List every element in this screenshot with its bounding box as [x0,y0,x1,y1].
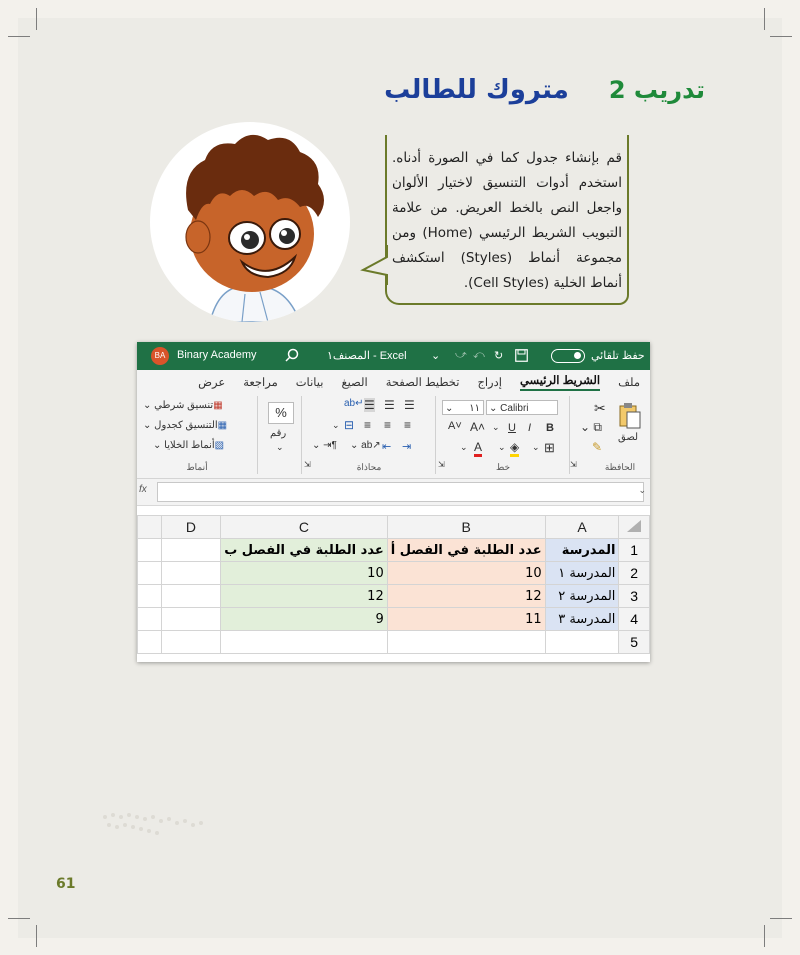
tab-formulas[interactable]: الصيغ [341,377,368,389]
instruction-text: قم بإنشاء جدول كما في الصورة أدناه. استخدم أدوات التنسيق لاختيار الألوان واجعل النص بالخط العريض. من علامة التبويب الشريط الرئيسي (Home) ومن مجموعة أنماط (Styles) استكشف أنماط الخلية (Cell Styles). [392,150,623,291]
crop-mark [8,918,30,919]
cell-b2[interactable]: 10 [387,562,545,585]
crop-mark [36,8,37,30]
row-header-5[interactable]: 5 [619,631,650,654]
tab-home[interactable]: الشريط الرئيسي [520,373,600,391]
clipboard-launcher-icon[interactable]: ⇲ [570,460,577,469]
row-header-2[interactable]: 2 [619,562,650,585]
number-group [257,396,302,474]
cell-c4[interactable]: 9 [221,608,388,631]
cell-b4[interactable]: 11 [387,608,545,631]
cell-a2[interactable]: المدرسة ١ [545,562,619,585]
number-dropdown[interactable]: ⌄ [276,442,284,452]
fx-icon[interactable]: fx [139,484,147,495]
table-row [138,539,650,562]
copy-icon[interactable]: ⌄ ⧉ [580,420,602,434]
underline-dropdown[interactable]: ⌄ [492,422,500,432]
cell-b3[interactable]: 12 [387,585,545,608]
crop-mark [36,925,37,947]
tab-page-layout[interactable]: تخطيط الصفحة [385,377,460,389]
format-as-table-button[interactable]: ▦التنسيق كجدول ⌄ [143,420,228,431]
row-header-4[interactable]: 4 [619,608,650,631]
merge-dropdown[interactable]: ⌄ [332,420,340,430]
cell-c5[interactable] [221,631,388,654]
tab-view[interactable]: عرض [198,377,226,389]
autosave-label: حفظ تلقائي [591,350,645,362]
styles-group [137,396,257,474]
save-icon[interactable] [515,349,528,362]
underline-button[interactable]: U [508,422,516,434]
number-label: رقم [270,428,287,439]
cell-styles-button[interactable]: ▧أنماط الخلايا ⌄ [153,440,225,451]
italic-button[interactable]: I [528,422,532,434]
row-header-1[interactable]: 1 [619,539,650,562]
cut-icon[interactable]: ✂ [594,400,606,416]
cell-c2[interactable]: 10 [221,562,388,585]
excel-window [137,342,650,662]
user-name: Binary Academy [177,349,257,361]
cell-b5[interactable] [387,631,545,654]
cell-c3[interactable]: 12 [221,585,388,608]
excel-title-bar [137,342,650,370]
font-name-dropdown[interactable]: ⌄ Calibri [486,400,558,415]
table-row [138,631,650,654]
crop-mark [8,36,30,37]
column-header-b[interactable]: B [387,516,545,539]
conditional-formatting-button[interactable]: ▦تنسيق شرطي ⌄ [143,400,223,411]
table-row [138,608,650,631]
font-size-dropdown[interactable]: ⌄ ١١ [442,400,484,415]
align-middle-icon[interactable]: ☰ [384,398,395,412]
tab-review[interactable]: مراجعة [243,377,278,389]
cell-a4[interactable]: المدرسة ٣ [545,608,619,631]
bold-button[interactable]: B [546,422,554,434]
paste-label[interactable]: لصق [618,432,639,443]
page-number: 61 [56,876,76,892]
crop-mark [764,925,765,947]
clipboard-group [569,396,650,474]
font-group-label: خط [495,462,511,472]
crop-mark [770,918,792,919]
ribbon-tabs [137,370,650,394]
tab-insert[interactable]: إدراج [477,377,502,389]
font-color-dropdown[interactable]: ⌄ [460,442,468,452]
alignment-launcher-icon[interactable]: ⇲ [304,460,311,469]
cell-d1[interactable] [161,539,221,562]
align-bottom-icon[interactable]: ☰ [364,398,375,412]
font-group [435,396,570,474]
cell-a1[interactable]: المدرسة [545,539,619,562]
text-direction-icon[interactable]: ⌄ ⇥¶ [312,440,337,451]
crop-mark [764,8,765,30]
exercise-subtitle: متروك للطالب [384,75,569,105]
cell-c1[interactable]: عدد الطلبة في الفصل ب [221,539,388,562]
file-title: المصنف١ - Excel [327,350,407,362]
autosave-toggle[interactable] [551,349,585,363]
spreadsheet-grid [137,515,650,654]
table-row [138,562,650,585]
align-right-icon[interactable]: ≡ [404,418,412,432]
alignment-group [301,396,436,474]
decrease-indent-icon[interactable]: ⇤ [382,441,392,453]
borders-icon[interactable]: ⊞ [544,440,555,455]
column-header-c[interactable]: C [221,516,388,539]
empty-header-cell [138,516,162,539]
decrease-font-size-button[interactable]: A˅ [448,420,462,432]
formula-input[interactable] [157,482,644,502]
user-avatar[interactable]: BA [151,347,169,365]
expand-formula-bar-icon[interactable]: ⌄ [638,485,646,495]
cartoon-student-illustration [150,122,350,322]
tab-file[interactable]: ملف [618,377,640,389]
table-row [138,585,650,608]
cell-d4[interactable] [161,608,221,631]
column-header-d[interactable]: D [161,516,221,539]
orientation-icon[interactable]: ⌄ ab↗ [350,440,381,451]
column-header-row [138,516,650,539]
align-top-icon[interactable]: ☰ [404,398,415,412]
number-format-percent-button[interactable]: % [268,402,294,424]
align-center-icon[interactable]: ≡ [384,418,392,432]
undo-icon[interactable]: ⤺ [473,349,485,361]
styles-group-label: أنماط [186,462,208,472]
cell-d5[interactable] [161,631,221,654]
cell-a3[interactable]: المدرسة ٢ [545,585,619,608]
cell-a5[interactable] [545,631,619,654]
select-all-corner[interactable] [619,516,650,539]
fill-color-dropdown[interactable]: ⌄ [498,442,506,452]
redo-icon[interactable]: ⤻ [455,349,467,361]
increase-font-size-button[interactable]: A˄ [470,420,486,434]
column-header-a[interactable]: A [545,516,619,539]
ribbon [137,394,650,479]
search-icon[interactable] [285,348,299,362]
clipboard-group-label: الحافظة [604,462,636,472]
exercise-number: تدريب 2 [608,76,705,104]
row-header-3[interactable]: 3 [619,585,650,608]
crop-mark [770,36,792,37]
cell-d2[interactable] [161,562,221,585]
refresh-icon[interactable]: ↻ [494,350,504,362]
fill-color-icon[interactable]: ◈ [510,440,519,457]
cell-b1[interactable]: عدد الطلبة في الفصل أ [387,539,545,562]
increase-indent-icon[interactable]: ⇥ [402,441,412,453]
wrap-text-icon[interactable]: ab↵ [344,398,364,409]
cell-d3[interactable] [161,585,221,608]
font-color-icon[interactable]: A [474,440,482,457]
merge-center-icon[interactable]: ⊟ [344,418,355,432]
paste-icon[interactable] [618,402,642,430]
alignment-group-label: محاذاة [356,462,382,472]
align-left-icon[interactable]: ≡ [364,418,372,432]
customize-toolbar-icon[interactable]: ⌄ [431,350,441,362]
ministry-watermark-logo [95,805,215,845]
speech-bubble-tail [360,245,390,285]
font-launcher-icon[interactable]: ⇲ [438,460,445,469]
borders-dropdown[interactable]: ⌄ [532,442,540,452]
tab-data[interactable]: بيانات [295,377,324,389]
exercise-heading [120,70,705,110]
format-painter-icon[interactable]: ✎ [592,440,603,454]
formula-bar [137,479,650,506]
